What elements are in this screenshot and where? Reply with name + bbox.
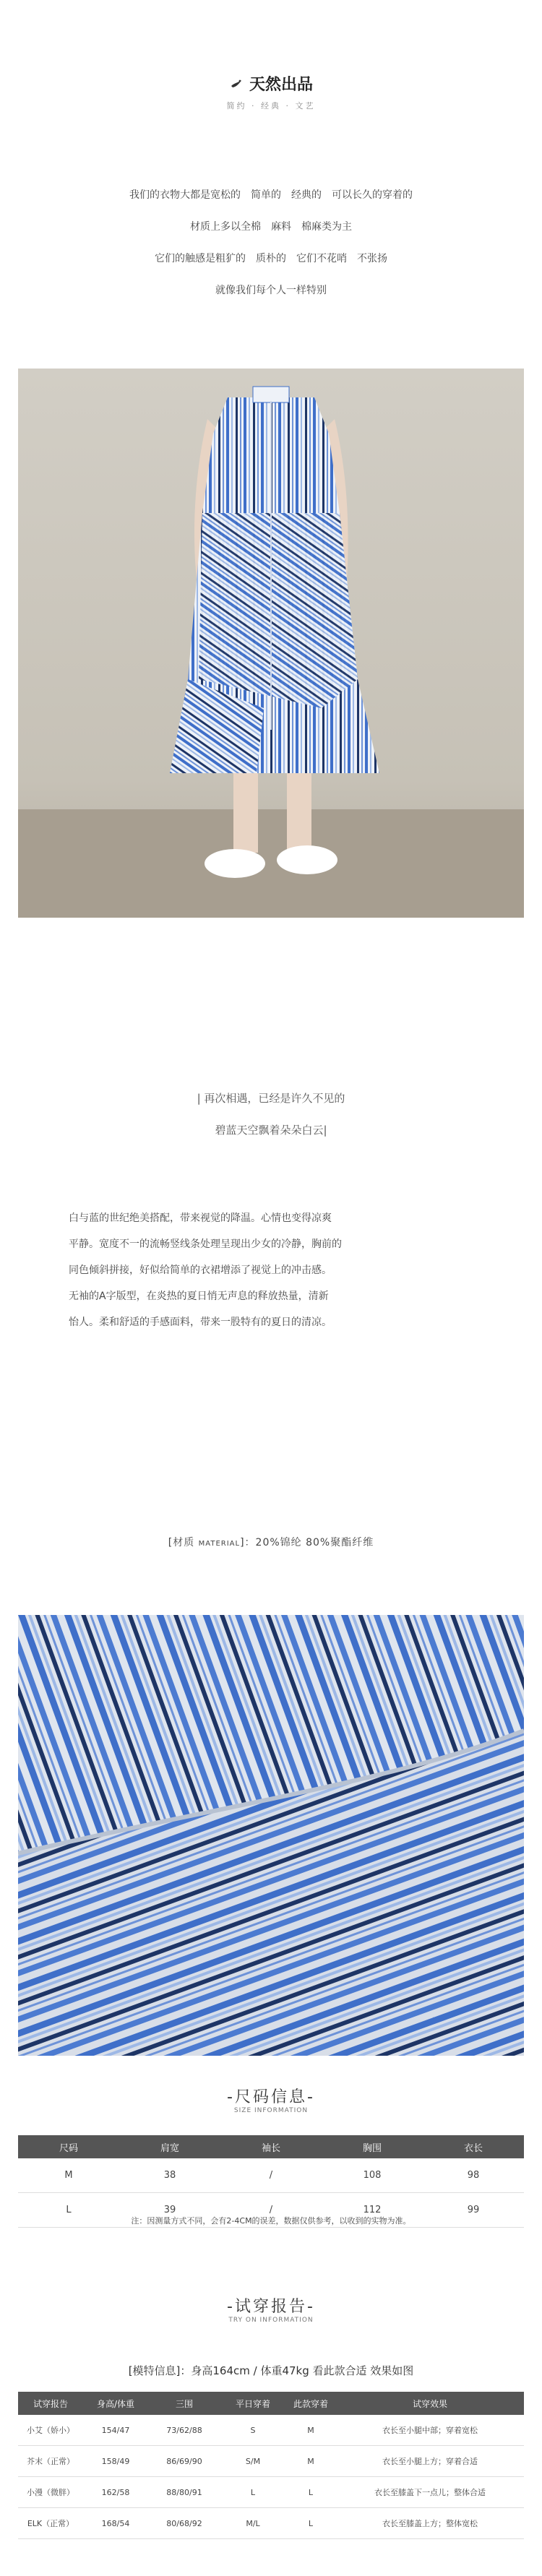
table-cell: 衣长至膝盖上方；整体宽松 xyxy=(336,2508,524,2539)
table-cell: S/M xyxy=(220,2446,285,2477)
table-row xyxy=(18,2446,524,2477)
table-cell: / xyxy=(220,2193,322,2228)
table-cell: M xyxy=(285,2415,336,2446)
intro-line: 就像我们每个人一样特别 xyxy=(215,285,327,296)
brand-tagline: 简约 · 经典 · 文艺 xyxy=(226,101,316,111)
size-table xyxy=(18,2135,524,2228)
table-header-row xyxy=(18,2135,524,2158)
model-photo xyxy=(18,369,524,918)
material-value: ]：20%锦纶 80%聚酯纤维 xyxy=(240,1537,374,1548)
description-line: 白与蓝的世纪绝美搭配，带来视觉的降温。心情也变得凉爽 xyxy=(69,1212,332,1224)
table-cell: 112 xyxy=(322,2193,423,2228)
table-cell: M xyxy=(285,2446,336,2477)
table-cell: 73/62/88 xyxy=(148,2415,220,2446)
column-header: 平日穿着 xyxy=(220,2392,285,2415)
material-info xyxy=(0,1535,542,1549)
table-cell: M xyxy=(18,2158,119,2193)
table-cell: / xyxy=(220,2158,322,2193)
table-cell: 108 xyxy=(322,2158,423,2193)
brand-name: 天然出品 xyxy=(249,76,313,94)
table-cell: 80/68/92 xyxy=(148,2508,220,2539)
column-header: 三围 xyxy=(148,2392,220,2415)
table-row xyxy=(18,2477,524,2508)
table-header-row xyxy=(18,2392,524,2415)
table-row xyxy=(18,2415,524,2446)
description-line: 平静。宽度不一的流畅竖线条处理呈现出少女的冷静，胸前的 xyxy=(69,1239,342,1250)
quote-block xyxy=(0,1082,542,1146)
table-cell: 162/58 xyxy=(83,2477,148,2508)
description-line: 怡人。柔和舒适的手感面料，带来一股特有的夏日的清凉。 xyxy=(69,1317,332,1328)
description-line: 无袖的A字版型，在炎热的夏日悄无声息的释放热量，清新 xyxy=(69,1291,329,1302)
table-cell: 38 xyxy=(119,2158,220,2193)
brand-header xyxy=(0,72,542,95)
table-cell: 小漫（微胖） xyxy=(18,2477,83,2508)
table-row xyxy=(18,2508,524,2539)
size-note: 注：因测量方式不同，会有2-4CM的误差，数据仅供参考，以收到的实物为准。 xyxy=(131,2216,411,2226)
table-cell: M/L xyxy=(220,2508,285,2539)
table-cell: 衣长至小腿上方；穿着合适 xyxy=(336,2446,524,2477)
table-cell: 88/80/91 xyxy=(148,2477,220,2508)
table-cell: 154/47 xyxy=(83,2415,148,2446)
intro-line: 它们的触感是粗犷的 质朴的 它们不花哨 不张扬 xyxy=(155,253,387,264)
table-cell: 86/69/90 xyxy=(148,2446,220,2477)
quote-line: 碧蓝天空飘着朵朵白云| xyxy=(215,1124,327,1137)
table-cell: L xyxy=(285,2477,336,2508)
try-table xyxy=(18,2392,524,2539)
column-header: 身高/体重 xyxy=(83,2392,148,2415)
column-header: 衣长 xyxy=(423,2135,524,2158)
column-header: 袖长 xyxy=(220,2135,322,2158)
table-cell: 98 xyxy=(423,2158,524,2193)
product-description xyxy=(0,1205,542,1335)
table-cell: 99 xyxy=(423,2193,524,2228)
table-cell: ELK（正常） xyxy=(18,2508,83,2539)
column-header: 此款穿着 xyxy=(285,2392,336,2415)
try-section-title: -试穿报告- xyxy=(227,2298,315,2316)
intro-text xyxy=(0,179,542,306)
try-table-wrapper xyxy=(0,2392,542,2539)
size-section-subtitle: SIZE INFORMATION xyxy=(233,2107,309,2114)
column-header: 尺码 xyxy=(18,2135,119,2158)
table-row xyxy=(18,2158,524,2193)
fabric-closeup-photo xyxy=(18,1615,524,2056)
column-header: 肩宽 xyxy=(119,2135,220,2158)
model-info: [模特信息]：身高164cm / 体重47kg 看此款合适 效果如图 xyxy=(128,2364,414,2377)
table-cell: 芥末（正常） xyxy=(18,2446,83,2477)
try-section-subtitle: TRY ON INFORMATION xyxy=(228,2317,314,2324)
intro-line: 材质上多以全棉 麻料 棉麻类为主 xyxy=(190,221,352,233)
table-cell: L xyxy=(18,2193,119,2228)
column-header: 试穿效果 xyxy=(336,2392,524,2415)
table-cell: 158/49 xyxy=(83,2446,148,2477)
table-cell: 衣长至小腿中部；穿着宽松 xyxy=(336,2415,524,2446)
table-cell: 39 xyxy=(119,2193,220,2228)
column-header: 胸围 xyxy=(322,2135,423,2158)
material-label: [材质 xyxy=(168,1537,199,1548)
intro-line: 我们的衣物大都是宽松的 简单的 经典的 可以长久的穿着的 xyxy=(129,189,413,201)
table-cell: S xyxy=(220,2415,285,2446)
size-section-header xyxy=(0,2085,542,2114)
table-cell: L xyxy=(220,2477,285,2508)
table-cell: 168/54 xyxy=(83,2508,148,2539)
table-cell: L xyxy=(285,2508,336,2539)
try-section-header xyxy=(0,2294,542,2324)
table-cell: 衣长至膝盖下一点儿；整体合适 xyxy=(336,2477,524,2508)
quote-line: | 再次相遇，已经是许久不见的 xyxy=(197,1092,345,1105)
table-cell: 小艾（娇小） xyxy=(18,2415,83,2446)
column-header: 试穿报告 xyxy=(18,2392,83,2415)
material-label-en: MATERIAL xyxy=(198,1540,241,1548)
size-section-title: -尺码信息- xyxy=(227,2088,315,2106)
size-table-wrapper xyxy=(0,2135,542,2228)
bird-logo-icon xyxy=(229,77,244,91)
description-line: 同色倾斜拼接，好似给简单的衣裙增添了视觉上的冲击感。 xyxy=(69,1265,332,1276)
